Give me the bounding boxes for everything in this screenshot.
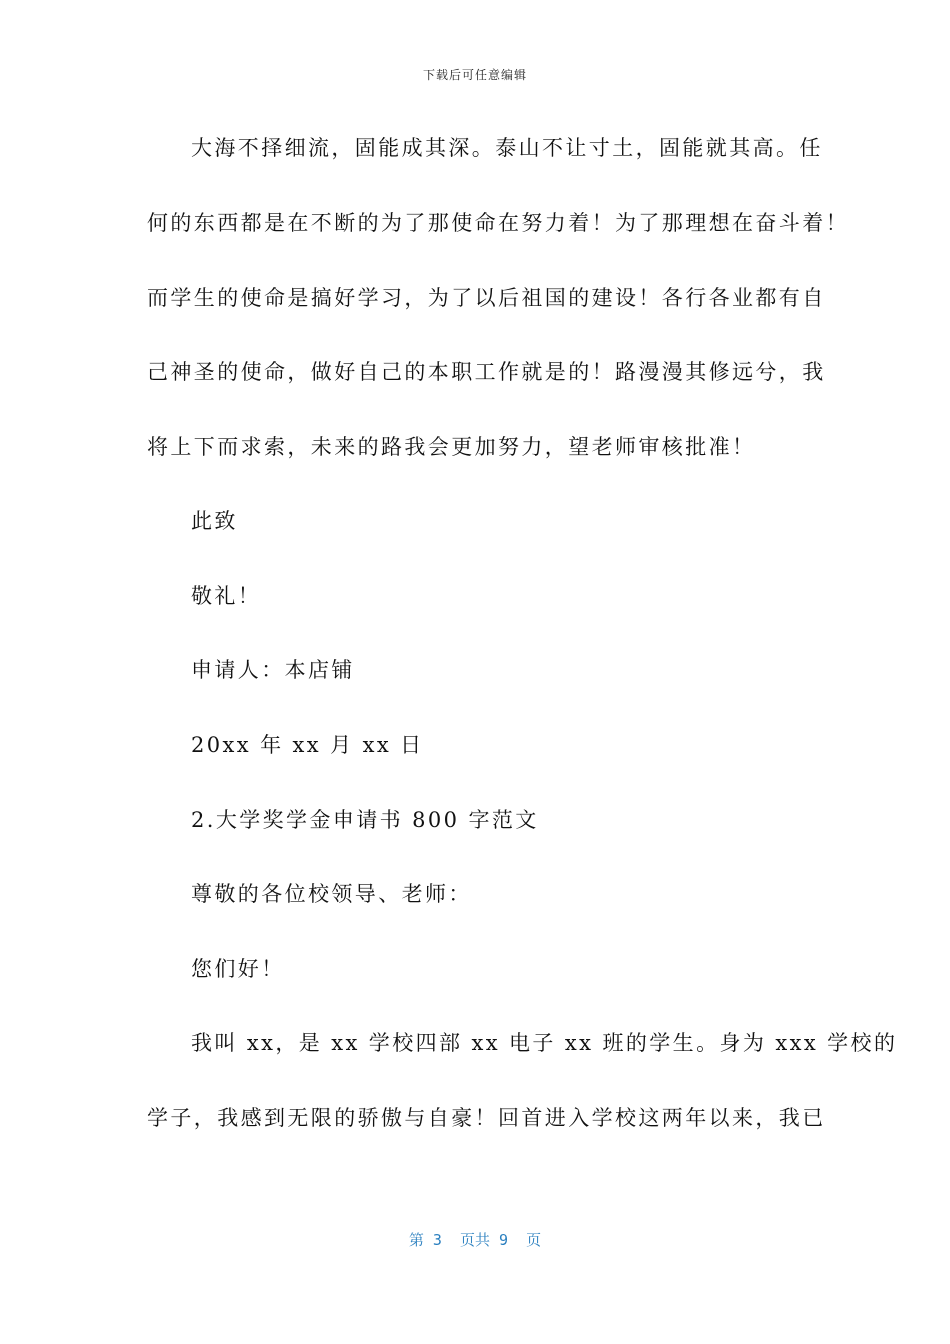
greeting-line: 尊敬的各位校领导、老师： (191, 882, 472, 906)
section-heading: 2.大学奖学金申请书 800 字范文 (191, 808, 539, 832)
paragraph-line: 大海不择细流，固能成其深。泰山不让寸土，固能就其高。任 (191, 136, 823, 160)
paragraph-line: 学子，我感到无限的骄傲与自豪！回首进入学校这两年以来，我已 (147, 1106, 826, 1130)
greeting-line: 您们好！ (191, 957, 285, 981)
paragraph-line: 己神圣的使命，做好自己的本职工作就是的！路漫漫其修远兮，我 (147, 360, 826, 384)
closing-salutation: 敬礼！ (191, 584, 262, 608)
paragraph-line: 将上下而求索，未来的路我会更加努力，望老师审核批准！ (147, 435, 756, 459)
paragraph-line: 何的东西都是在不断的为了那使命在努力着！为了那理想在奋斗着！ (147, 211, 849, 235)
applicant-line: 申请人：本店铺 (191, 658, 355, 682)
date-line: 20xx 年 xx 月 xx 日 (191, 733, 424, 757)
paragraph-line: 我叫 xx，是 xx 学校四部 xx 电子 xx 班的学生。身为 xxx 学校的 (191, 1031, 898, 1055)
paragraph-line: 而学生的使命是搞好学习，为了以后祖国的建设！各行各业都有自 (147, 286, 826, 310)
page-footer: 第 3 页共 9 页 (408, 1231, 542, 1249)
closing-line: 此致 (191, 509, 238, 533)
page-header: 下载后可任意编辑 (422, 68, 527, 82)
